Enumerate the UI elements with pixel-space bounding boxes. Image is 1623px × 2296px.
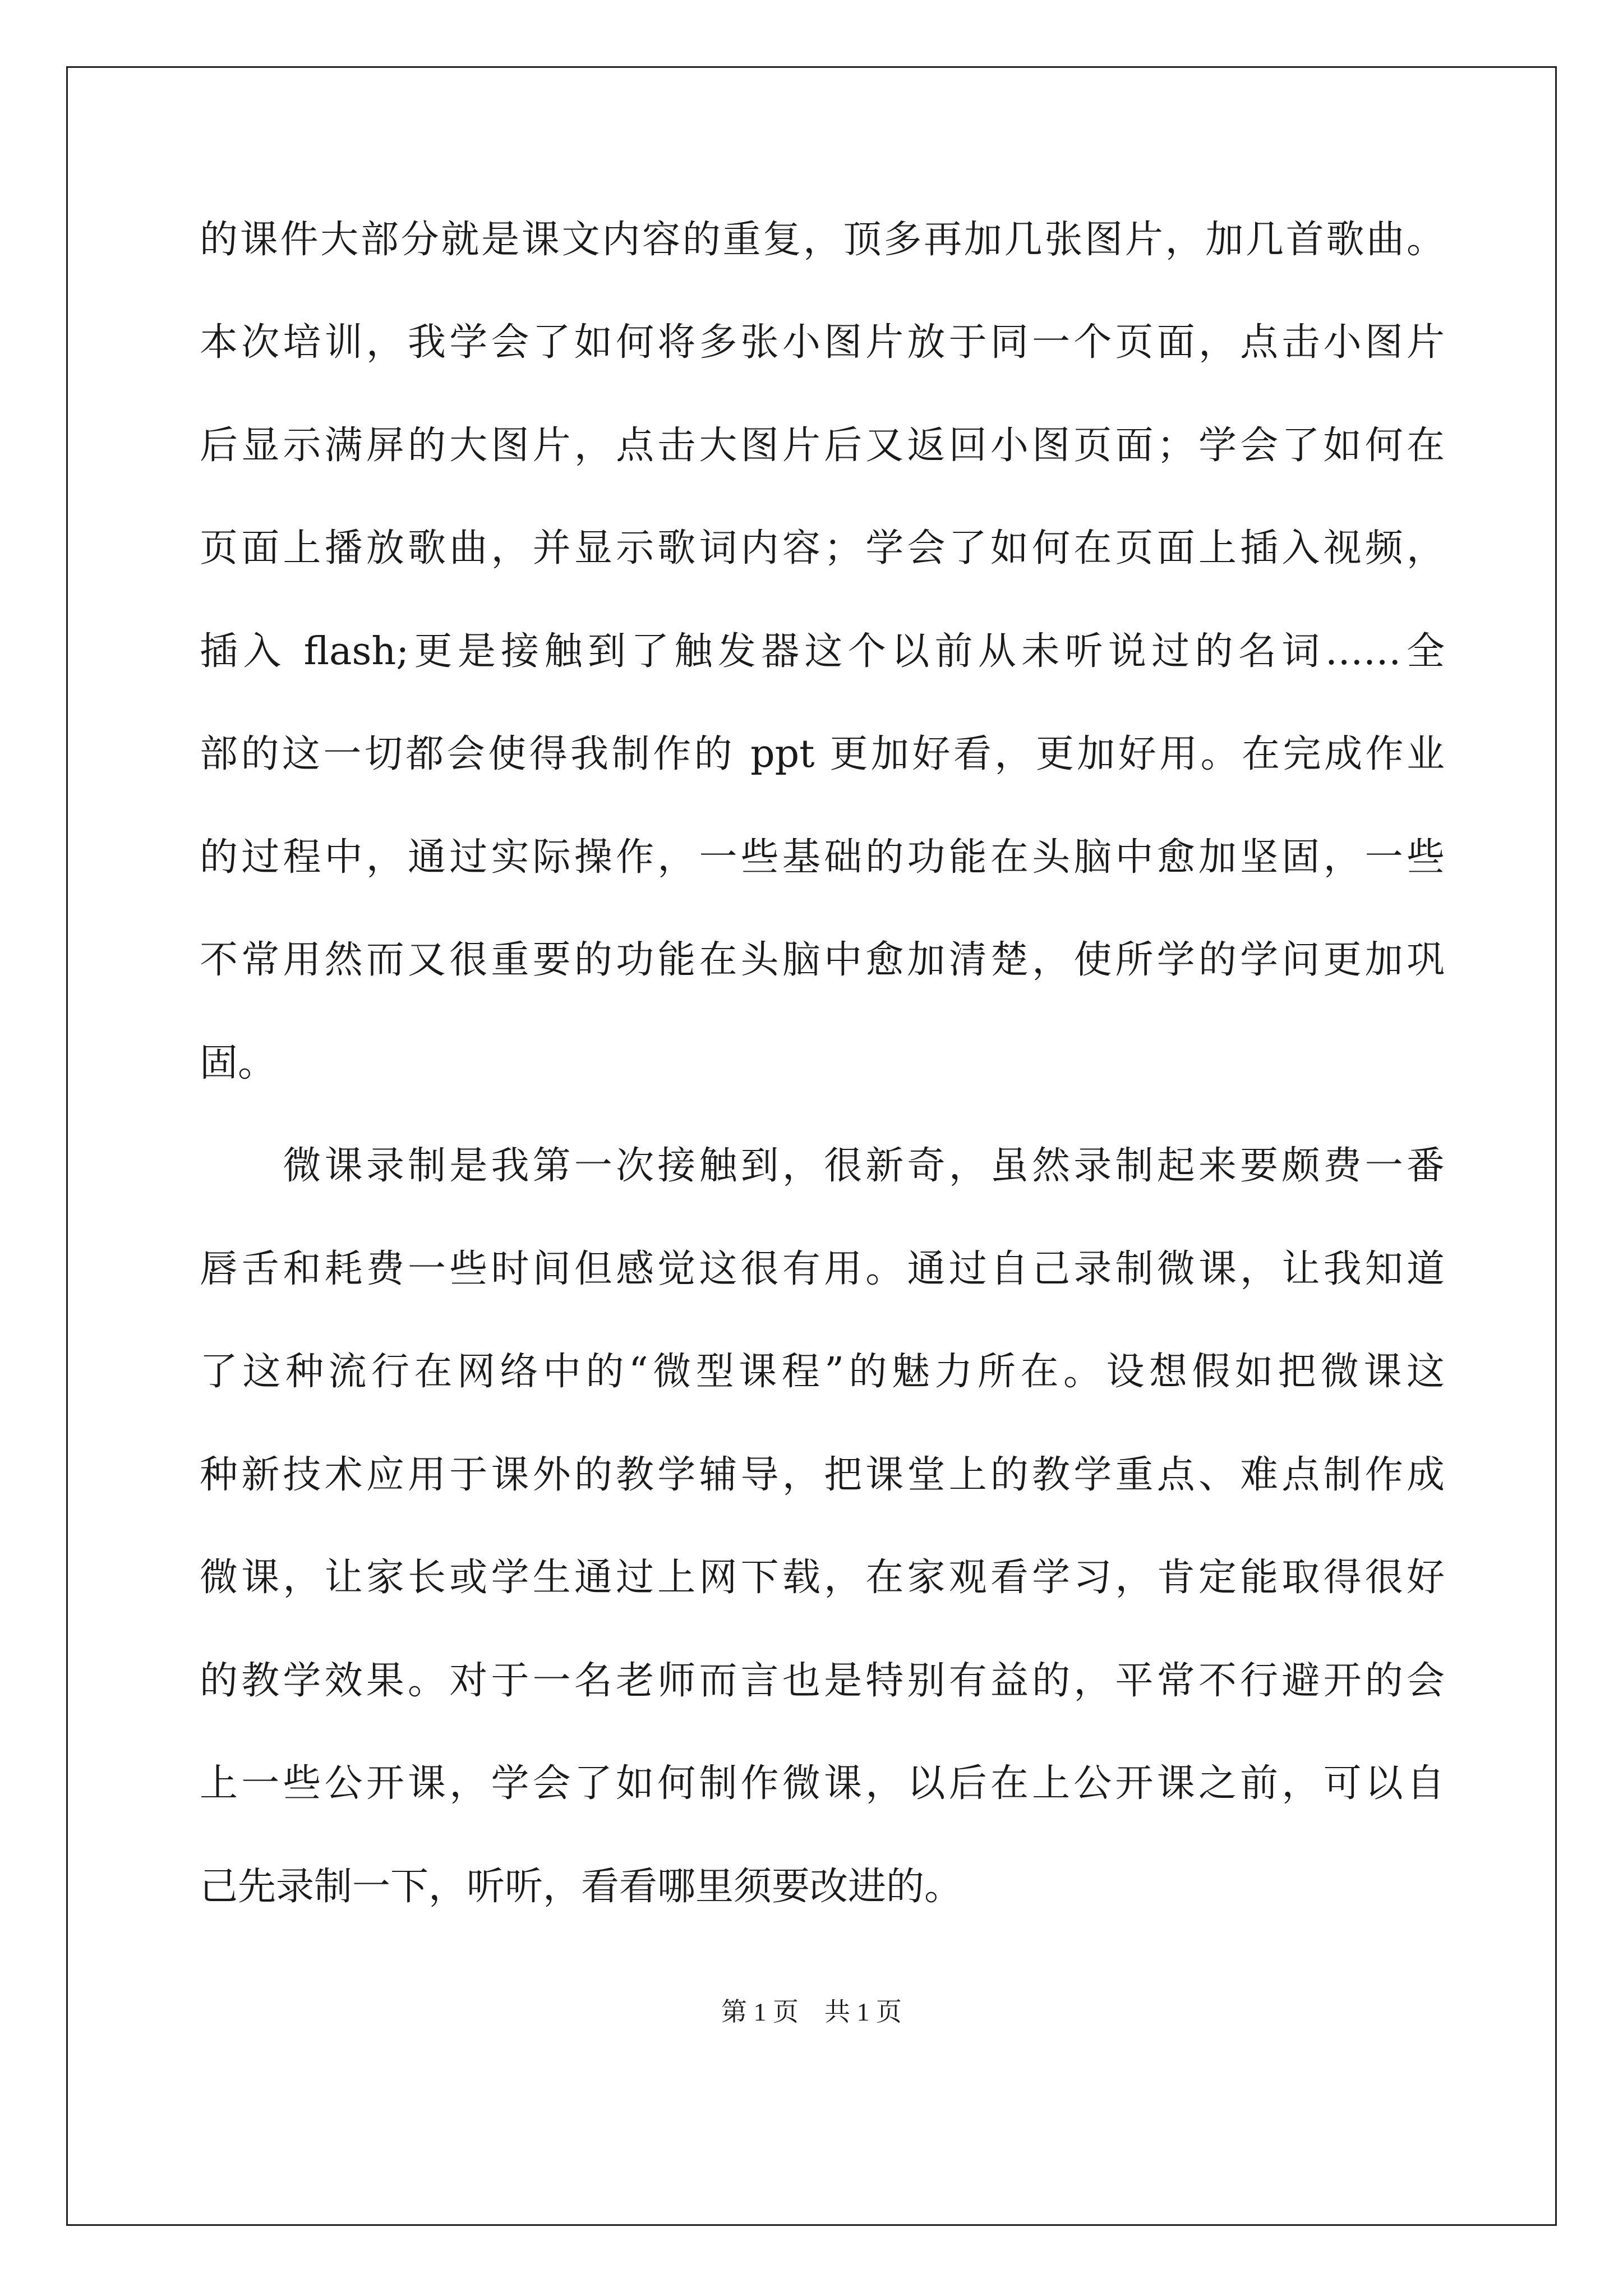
text-line: 己先录制一下，听听，看看哪里须要改进的。 <box>200 1865 963 1909</box>
text-line: 了这种流行在网络中的“微型课程”的魅力所在。设想假如把微课这 <box>200 1350 1445 1394</box>
text-line: 的课件大部分就是课文内容的重复，顶多再加几张图片，加几首歌曲。 <box>200 218 1445 262</box>
text-line: 微课，让家长或学生通过上网下载，在家观看学习，肯定能取得很好 <box>200 1556 1445 1600</box>
text-line: 种新技术应用于课外的教学辅导，把课堂上的教学重点、难点制作成 <box>200 1453 1445 1497</box>
page-number-total: 共 1 页 <box>824 1998 902 2026</box>
text-line: 微课录制是我第一次接触到，很新奇，虽然录制起来要颇费一番 <box>200 1144 1445 1188</box>
text-line: 部的这一切都会使得我制作的 ppt 更加好看，更加好用。在完成作业 <box>200 732 1445 776</box>
text-line: 后显示满屏的大图片，点击大图片后又返回小图页面；学会了如何在 <box>200 424 1445 468</box>
text-line: 的过程中，通过实际操作，一些基础的功能在头脑中愈加坚固，一些 <box>200 835 1445 880</box>
text-line: 固。 <box>200 1041 276 1085</box>
page-footer <box>0 1991 1623 2028</box>
text-line: 上一些公开课，学会了如何制作微课，以后在上公开课之前，可以自 <box>200 1761 1445 1806</box>
text-line: 不常用然而又很重要的功能在头脑中愈加清楚，使所学的学问更加巩 <box>200 938 1445 982</box>
text-line: 本次培训，我学会了如何将多张小图片放于同一个页面，点击小图片 <box>200 320 1445 365</box>
text-line: 唇舌和耗费一些时间但感觉这很有用。通过自己录制微课，让我知道 <box>200 1247 1445 1291</box>
text-line: 页面上播放歌曲，并显示歌词内容；学会了如何在页面上插入视频， <box>200 526 1445 570</box>
page-number-current: 第 1 页 <box>721 1998 799 2026</box>
text-line: 插入 flash;更是接触到了触发器这个以前从未听说过的名词……全 <box>200 629 1445 674</box>
text-line: 的教学效果。对于一名老师而言也是特别有益的，平常不行避开的会 <box>200 1659 1445 1703</box>
